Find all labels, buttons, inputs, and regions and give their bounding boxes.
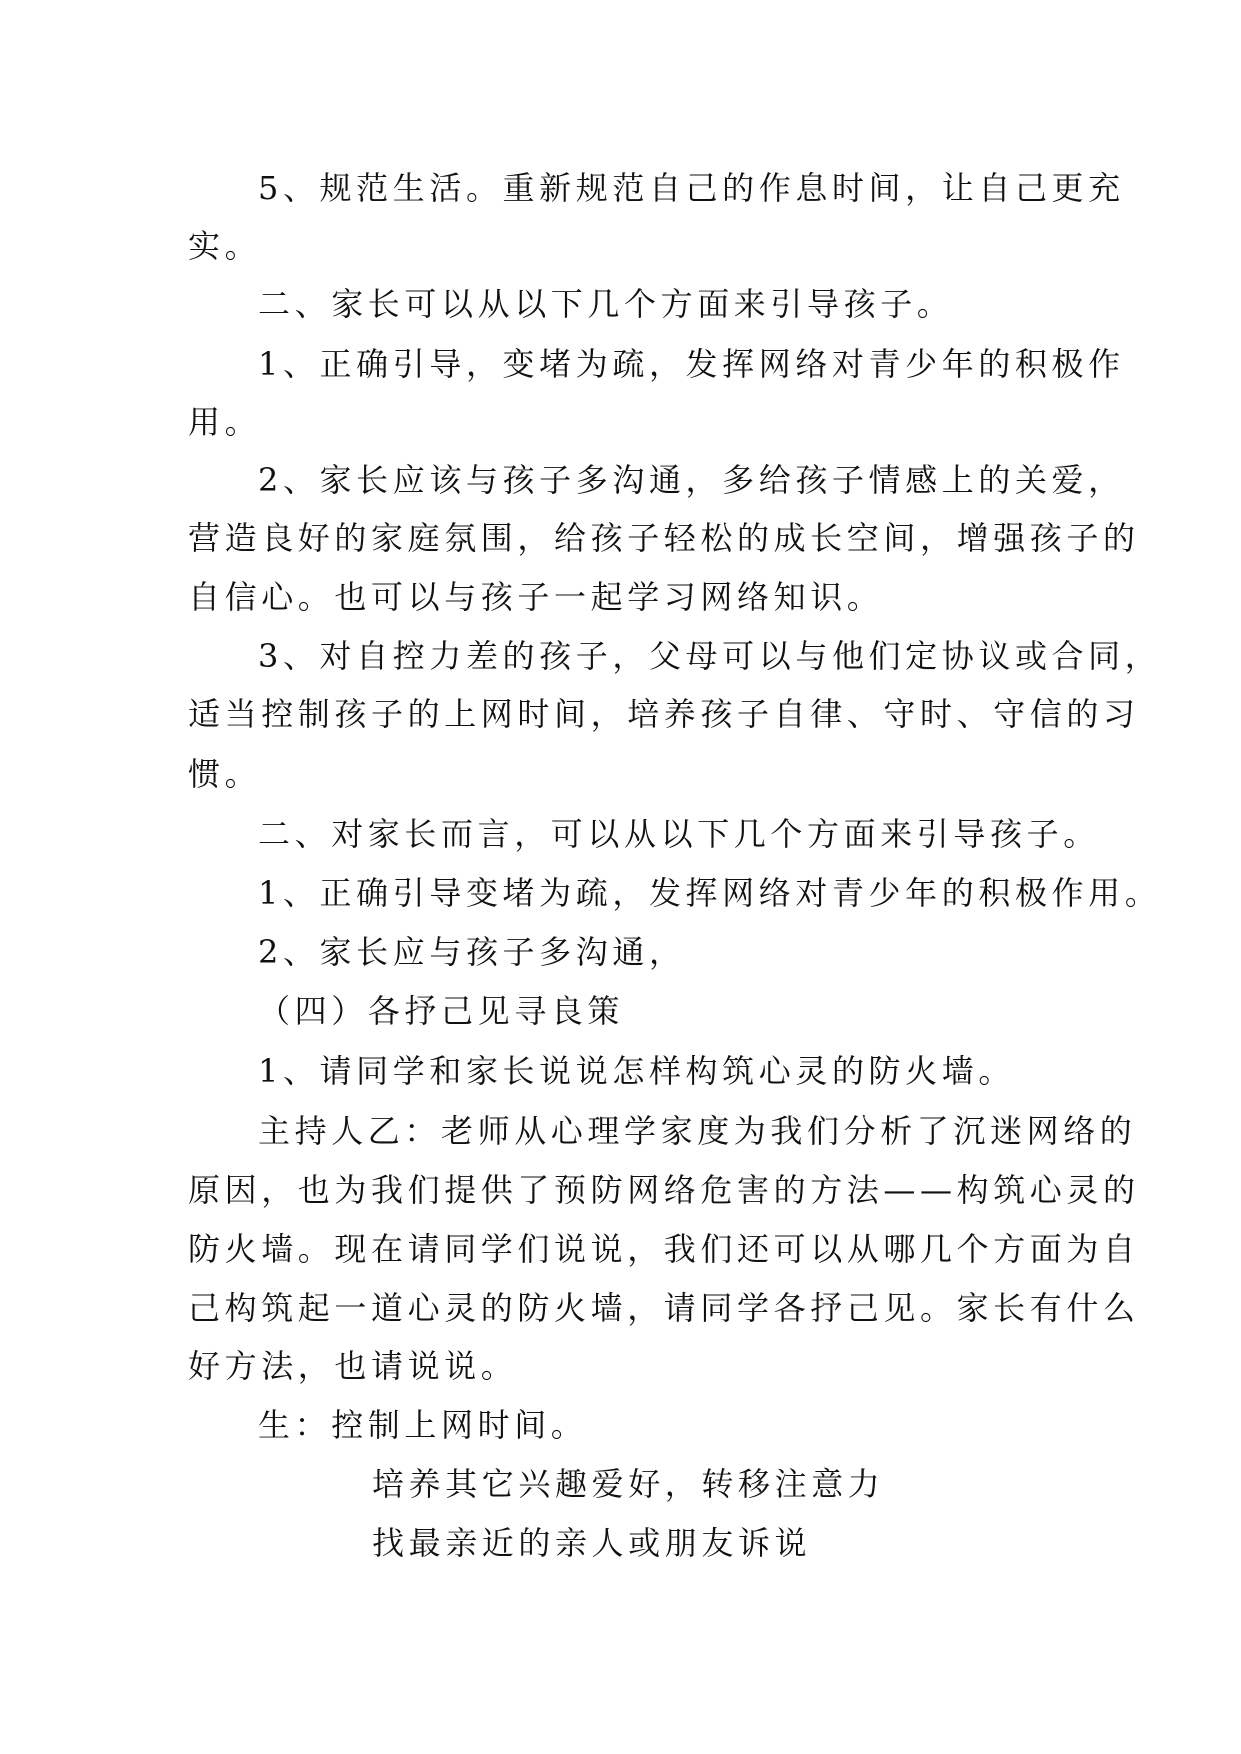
section-heading: 二、家长可以从以下几个方面来引导孩子。 xyxy=(258,285,954,323)
paragraph-line: 原因，也为我们提供了预防网络危害的方法——构筑心灵的 xyxy=(188,1171,1140,1209)
section-heading: （四）各抒己见寻良策 xyxy=(258,992,625,1030)
list-item: 培养其它兴趣爱好，转移注意力 xyxy=(372,1465,885,1503)
paragraph-line: 生：控制上网时间。 xyxy=(258,1406,588,1444)
paragraph-line: 适当控制孩子的上网时间，培养孩子自律、守时、守信的习 xyxy=(188,695,1140,733)
paragraph-line: 好方法，也请说说。 xyxy=(188,1347,518,1385)
paragraph-line: 2、家长应与孩子多沟通， xyxy=(258,933,686,971)
section-heading: 二、对家长而言，可以从以下几个方面来引导孩子。 xyxy=(258,815,1100,853)
paragraph-line: 用。 xyxy=(188,403,262,441)
paragraph-line: 5、规范生活。重新规范自己的作息时间，让自己更充 xyxy=(258,169,1125,207)
paragraph-line: 2、家长应该与孩子多沟通，多给孩子情感上的关爱， xyxy=(258,461,1125,499)
paragraph-line: 主持人乙：老师从心理学家度为我们分析了沉迷网络的 xyxy=(258,1112,1137,1150)
paragraph-line: 1、正确引导，变堵为疏，发挥网络对青少年的积极作 xyxy=(258,345,1125,383)
paragraph-line: 1、正确引导变堵为疏，发挥网络对青少年的积极作用。 xyxy=(258,874,1162,912)
paragraph-line: 自信心。也可以与孩子一起学习网络知识。 xyxy=(188,578,884,616)
paragraph-line: 3、对自控力差的孩子，父母可以与他们定协议或合同， xyxy=(258,637,1162,675)
paragraph-line: 己构筑起一道心灵的防火墙，请同学各抒己见。家长有什么 xyxy=(188,1289,1140,1327)
list-item: 找最亲近的亲人或朋友诉说 xyxy=(372,1524,812,1562)
paragraph-line: 防火墙。现在请同学们说说，我们还可以从哪几个方面为自 xyxy=(188,1230,1140,1268)
paragraph-line: 营造良好的家庭氛围，给孩子轻松的成长空间，增强孩子的 xyxy=(188,519,1140,557)
paragraph-line: 1、请同学和家长说说怎样构筑心灵的防火墙。 xyxy=(258,1052,1015,1090)
paragraph-line: 惯。 xyxy=(188,755,262,793)
paragraph-line: 实。 xyxy=(188,227,262,265)
